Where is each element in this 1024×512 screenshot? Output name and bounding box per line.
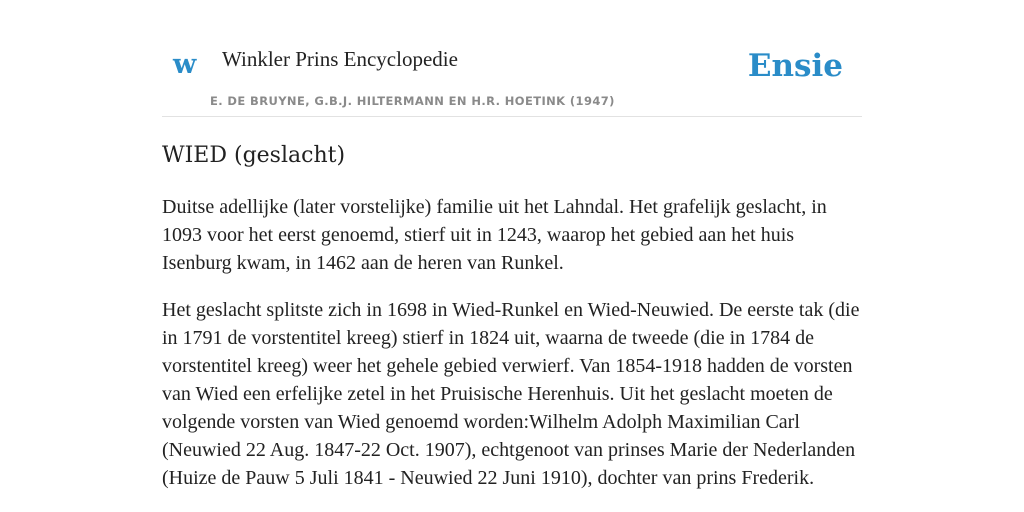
article-paragraph: Duitse adellijke (later vorstelijke) familie uit het Lahndal. Het grafelijk geslacht, in 1093 voor het eerst genoemd, stierf uit in 1243, waarop het gebied aan het huis Isenburg kwam, in 1462 aan de heren van Runkel. [162, 196, 827, 274]
site-header [162, 0, 862, 117]
article-title: WIED (geslacht) [162, 143, 346, 168]
article-paragraph: Het geslacht splitste zich in 1698 in Wied-Runkel en Wied-Neuwied. De eerste tak (die in 1791 de vorstentitel kreeg) stierf in 1824 uit, waarna de tweede (die in 1784 de vorstentitel kreeg) weer het gehele gebied verwierf. Van 1854-1918 hadden de vorsten van Wied een erfelijke zetel in het Pruisische Herenhuis. Uit het geslacht moeten de volgende vorsten van Wied genoemd worden:Wilhelm Adolph Maximilian Carl (Neuwied 22 Aug. 1847-22 Oct. 1907), echtgenoot van prinses Marie der Nederlanden (Huize de Pauw 5 Juli 1841 - Neuwied 22 Juni 1910), dochter van prins Frederik. [162, 299, 860, 489]
page [162, 0, 862, 492]
winkler-prins-logo-icon[interactable]: w [173, 49, 197, 80]
ensie-logo[interactable]: Ensie [747, 48, 843, 84]
authors-line: E. DE BRUYNE, G.B.J. HILTERMANN EN H.R. HOETINK (1947) [210, 94, 615, 108]
site-title[interactable]: Winkler Prins Encyclopedie [222, 47, 458, 71]
